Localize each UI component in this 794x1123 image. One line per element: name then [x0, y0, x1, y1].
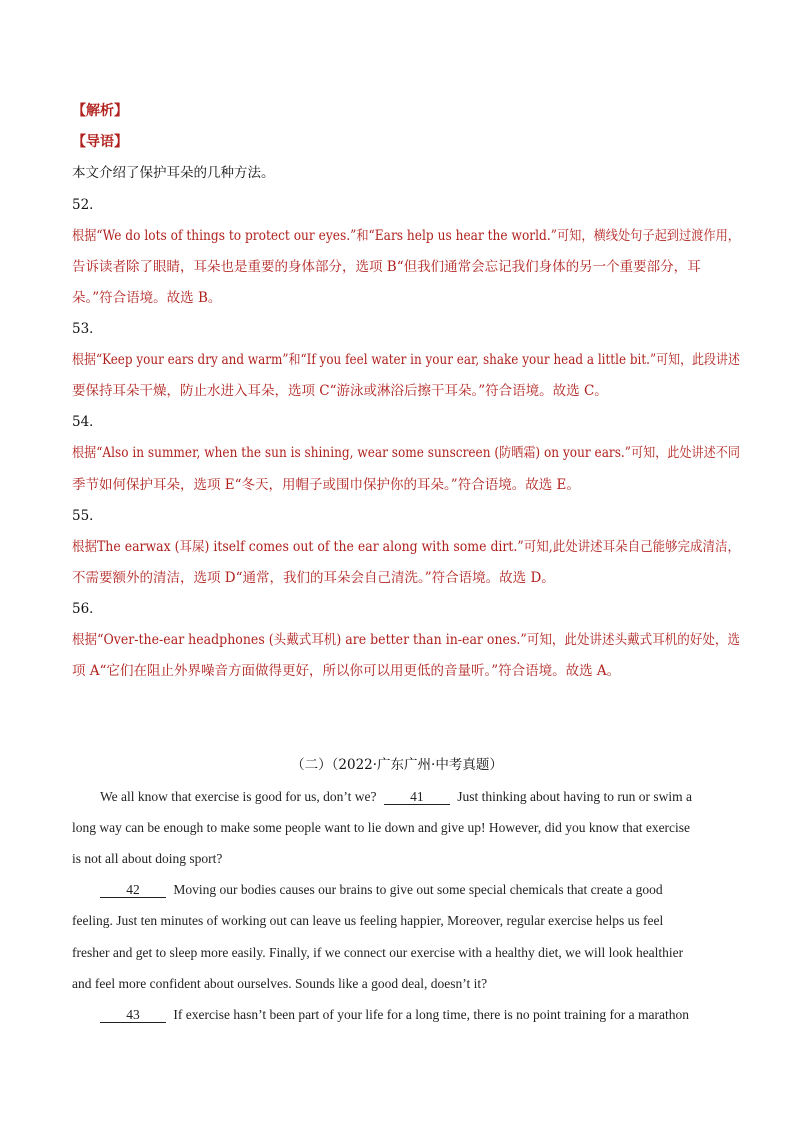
question-number-56: 56．: [72, 601, 103, 617]
passage-p1-line-1: [100, 788, 692, 806]
passage-p2-line-4: and feel more confident about ourselves. Sounds like a good deal, doesn’t it?: [72, 976, 488, 991]
blank-43[interactable]: 43: [100, 1007, 166, 1023]
analysis-label: 【解析】: [72, 103, 128, 119]
explanation-52-line-2: 告诉读者除了眼睛，耳朵也是重要的身体部分，选项 B“但我们通常会忘记我们身体的另一个重要部分，耳: [72, 259, 701, 275]
guide-label: 【导语】: [72, 134, 128, 150]
passage-p1-text-before: We all know that exercise is good for us, don’t we?: [100, 789, 377, 804]
question-number-52: 52．: [72, 197, 103, 213]
passage-p2-line-3: fresher and get to sleep more easily. Finally, if we connect our exercise with a healthy diet, we will look healthier: [72, 945, 684, 960]
explanation-52-line-3: 朵。”符合语境。故选 B。: [72, 290, 222, 306]
passage-p3-text-after: If exercise hasn’t been part of your life for a long time, there is no point training for a marathon: [173, 1007, 689, 1022]
passage-p3-line-1: [100, 1006, 689, 1024]
blank-41[interactable]: 41: [384, 789, 450, 805]
explanation-52-line-1: 根据“We do lots of things to protect our eyes.”和“Ears help us hear the world.”可知，横线处句子起到过渡作用，: [72, 228, 740, 244]
explanation-55-line-1: 根据The earwax (耳屎) itself comes out of the ear along with some dirt.”可知,此处讲述耳朵自己能够完成清洁，: [72, 539, 740, 555]
explanation-53-line-1: 根据“Keep your ears dry and warm”和“If you feel water in your ear, shake your head a little bit.”可知，此段讲述: [72, 352, 740, 368]
passage-title: （二）（2022·广东广州·中考真题）: [291, 757, 503, 773]
explanation-53-line-2: 要保持耳朵干燥，防止水进入耳朵，选项 C“游泳或淋浴后擦干耳朵。”符合语境。故选 C。: [72, 383, 608, 399]
explanation-56-line-2: 项 A“它们在阻止外界噪音方面做得更好，所以你可以用更低的音量听。”符合语境。故选 A。: [72, 663, 621, 679]
passage-p2-text-after: Moving our bodies causes our brains to give out some special chemicals that create a good: [173, 882, 663, 897]
intro-text: 本文介绍了保护耳朵的几种方法。: [72, 165, 275, 181]
explanation-55-line-2: 不需要额外的清洁，选项 D“通常，我们的耳朵会自己清洗。”符合语境。故选 D。: [72, 570, 555, 586]
question-number-55: 55．: [72, 508, 103, 524]
explanation-54-line-2: 季节如何保护耳朵，选项 E“冬天，用帽子或围巾保护你的耳朵。”符合语境。故选 E。: [72, 477, 580, 493]
passage-p1-line-3: is not all about doing sport?: [72, 851, 223, 866]
question-number-53: 53．: [72, 321, 103, 337]
passage-p2-line-2: feeling. Just ten minutes of working out can leave us feeling happier, Moreover, regular exercise helps us feel: [72, 913, 664, 928]
blank-42[interactable]: 42: [100, 882, 166, 898]
question-number-54: 54．: [72, 414, 103, 430]
passage-p1-line-2: long way can be enough to make some people want to lie down and give up! However, did you know that exercise: [72, 820, 691, 835]
explanation-54-line-1: 根据“Also in summer, when the sun is shining, wear some sunscreen (防晒霜) on your ears.”可知，此处讲述不同: [72, 445, 740, 461]
passage-p1-text-after: Just thinking about having to run or swim a: [457, 789, 692, 804]
passage-p2-line-1: [100, 881, 663, 899]
explanation-56-line-1: 根据“Over-the-ear headphones (头戴式耳机) are better than in-ear ones.”可知，此处讲述头戴式耳机的好处，选: [72, 632, 740, 648]
